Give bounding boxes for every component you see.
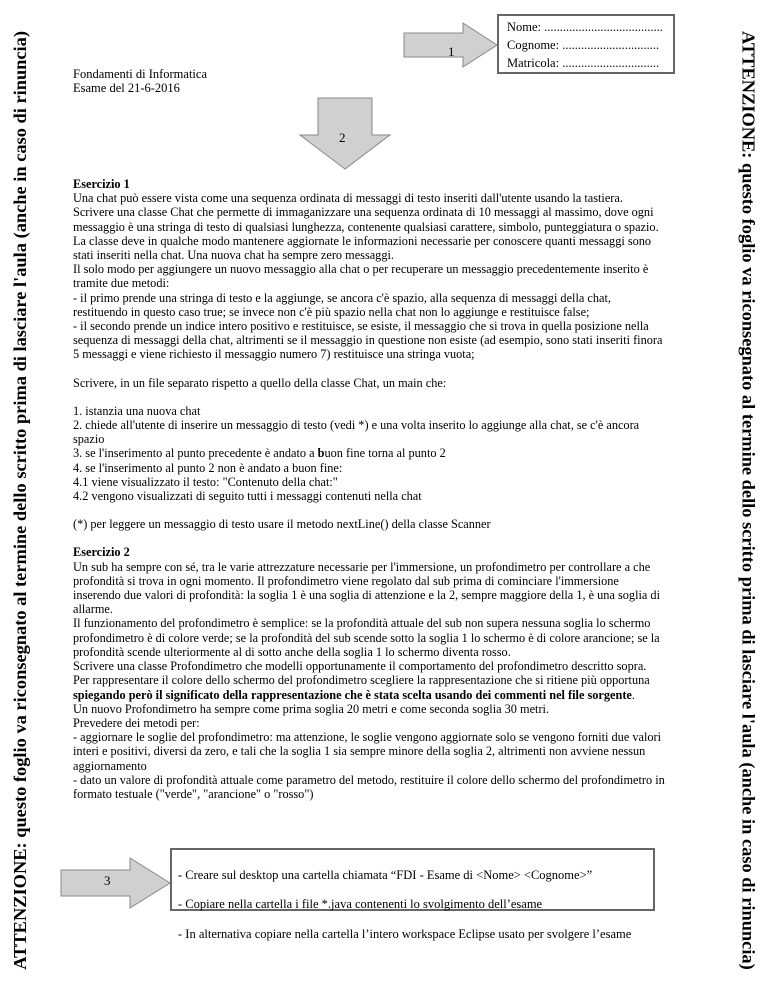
arrow-3-label: 3 xyxy=(104,873,111,888)
exercise-1-steps-after xyxy=(73,461,705,504)
text-line: profondità si trova in ogni momento. Il profondimetro viene regolato dal sub prima di cominciare l'immersione xyxy=(73,573,619,588)
student-info-box xyxy=(497,14,675,74)
nome-field: Nome: ...................................... xyxy=(507,20,663,34)
text-line: - il primo prende una stringa di testo e la aggiunge, se ancora c'è spazio, alla sequenza di messaggi della chat, xyxy=(73,290,611,305)
instruction-line: - Copiare nella cartella i file *.java contenenti lo svolgimento dell’esame xyxy=(178,897,543,911)
scanner-footnote: (*) per leggere un messaggio di testo usare il metodo nextLine() della classe Scanner xyxy=(73,517,491,532)
step-3: 3. se l'inserimento al punto precedente è andato a buon fine torna al punto 2 xyxy=(73,446,446,461)
text-line: allarme. xyxy=(73,602,113,617)
text-line: - aggiornare le soglie del profondimetro: ma attenzione, le soglie vengono aggiornate solo se vengono forniti due valori xyxy=(73,730,662,745)
step-line: spazio xyxy=(73,432,105,447)
instruction-line: - Creare sul desktop una cartella chiamata “FDI - Esame di <Nome> <Cognome>” xyxy=(178,867,593,882)
course-header xyxy=(73,67,207,95)
exercise-1-title: Esercizio 1 xyxy=(73,177,130,191)
text-line: formato testuale ("verde", "arancione" o "rosso") xyxy=(73,786,314,801)
instructions-list xyxy=(178,867,653,943)
arrow-1-label: 1 xyxy=(448,44,455,59)
text-line: Un nuovo Profondimetro ha sempre come prima soglia 20 metri e come seconda soglia 30 metri. xyxy=(73,701,550,716)
text-line: messaggio è una stringa di testo di qualsiasi lunghezza, contenente qualsiasi carattere, simbolo, punteggiatura o spazio. xyxy=(73,219,659,234)
step-line: 4.2 vengono visualizzati di seguito tutti i messaggi contenuti nella chat xyxy=(73,489,422,504)
text-line: aggiornamento xyxy=(73,758,147,773)
text-line: Un sub ha sempre con sé, tra le varie attrezzature necessarie per l'immersione, un profondimetro per controllare a che xyxy=(73,559,651,574)
exam-content xyxy=(73,177,705,801)
exercise-2-text xyxy=(73,560,705,688)
side-notice-right: ATTENZIONE: questo foglio va riconsegnato al termine dello scritto prima di lasciare l'aula (anche in caso di rinuncia) xyxy=(738,30,759,970)
text-line: interi e positivi, diversi da zero, e tali che la soglia 1 sia sempre minore della soglia 2, altrimenti non avviene nessun xyxy=(73,744,646,759)
arrow-3-icon xyxy=(60,857,172,909)
main-intro: Scrivere, in un file separato rispetto a quello della classe Chat, un main che: xyxy=(73,375,447,390)
text-line: Scrivere una classe Profondimetro che modelli opportunamente il comportamento del profondimetro descritto sopra. xyxy=(73,659,647,674)
text-line: Prevedere dei metodi per: xyxy=(73,715,200,730)
text-line: profondimetro è di colore verde; se la profondità del sub scende sotto la soglia 1 lo schermo è di colore arancione; se la xyxy=(73,630,660,645)
text-line: sequenza di messaggi della chat, altrimenti se il messaggio in questione non esiste (ad esempio, sono stati inseriti finora xyxy=(73,333,663,348)
exercise-2-title: Esercizio 2 xyxy=(73,545,130,560)
text-line: Il solo modo per aggiungere un nuovo messaggio alla chat o per recuperare un messaggio precedentemente inserito è xyxy=(73,262,649,277)
text-line: 5 messaggi e viene richiesto il messaggio numero 7) restituisce una stringa vuota; xyxy=(73,347,475,362)
exercise-1-text xyxy=(73,191,705,361)
step-line: 4. se l'inserimento al punto 2 non è andato a buon fine: xyxy=(73,460,343,475)
text-line: La classe deve in qualche modo mantenere aggiornate le informazioni necessarie per conoscere quanti messaggi sono xyxy=(73,233,652,248)
text-line: Il funzionamento del profondimetro è semplice: se la profondità attuale del sub non supera nessuna soglia lo schermo xyxy=(73,616,651,631)
exam-date: Esame del 21-6-2016 xyxy=(73,81,180,95)
text-line: Una chat può essere vista come una sequenza ordinata di messaggi di testo inseriti dall'utente usando la tastiera. xyxy=(73,191,623,206)
side-notice-left: ATTENZIONE: questo foglio va riconsegnato al termine dello scritto prima di lasciare l'aula (anche in caso di rinuncia) xyxy=(9,30,30,970)
text-line: Scrivere una classe Chat che permette di immaganizzare una sequenza ordinata di 10 messaggi al massimo, dove ogni xyxy=(73,205,654,220)
instructions-box xyxy=(170,848,655,941)
instruction-line: - In alternativa copiare nella cartella l’intero workspace Eclipse usato per svolgere l’esame xyxy=(178,926,632,941)
arrow-2-label: 2 xyxy=(339,130,346,145)
matricola-field: Matricola: ............................... xyxy=(507,56,660,70)
exercise-1-steps xyxy=(73,404,705,447)
text-line: profondità scende ulteriormente al di sotto anche della soglia 1 lo schermo diventa rosso. xyxy=(73,644,511,659)
text-line: inserendo due valori di profondità: la soglia 1 è una soglia di attenzione e la 2, sempre maggiore della 1, è una soglia di xyxy=(73,588,661,603)
course-title: Fondamenti di Informatica xyxy=(73,67,207,81)
text-line: stati inseriti nella chat. Una nuova chat ha sempre zero messaggi. xyxy=(73,248,394,263)
exercise-2-bold-line: spiegando però il significato della rappresentazione che è stata scelta usando dei commenti nel file sorgente. xyxy=(73,687,635,702)
cognome-field: Cognome: ............................... xyxy=(507,38,660,52)
text-line: Per rappresentare il colore dello schermo del profondimetro scegliere la rappresentazione che si ritiene più opportuna xyxy=(73,673,650,688)
text-line: - dato un valore di profondità attuale come parametro del metodo, restituire il colore dello schermo del profondimetro in xyxy=(73,772,665,787)
text-line: restituendo in questo caso true; se invece non c'è più spazio nella chat non lo aggiunge e restituisce false; xyxy=(73,304,590,319)
step-line: 2. chiede all'utente di inserire un messaggio di testo (vedi *) e una volta inserito lo aggiunge alla chat, se c'è ancora xyxy=(73,418,640,433)
step-line: 4.1 viene visualizzato il testo: "Contenuto della chat:" xyxy=(73,474,338,489)
text-line: - il secondo prende un indice intero positivo e restituisce, se esiste, il messaggio che si trova in quella posizione nella xyxy=(73,319,649,334)
step-line: 1. istanzia una nuova chat xyxy=(73,403,201,418)
exercise-2-text-after xyxy=(73,702,705,801)
text-line: tramite due metodi: xyxy=(73,276,170,291)
